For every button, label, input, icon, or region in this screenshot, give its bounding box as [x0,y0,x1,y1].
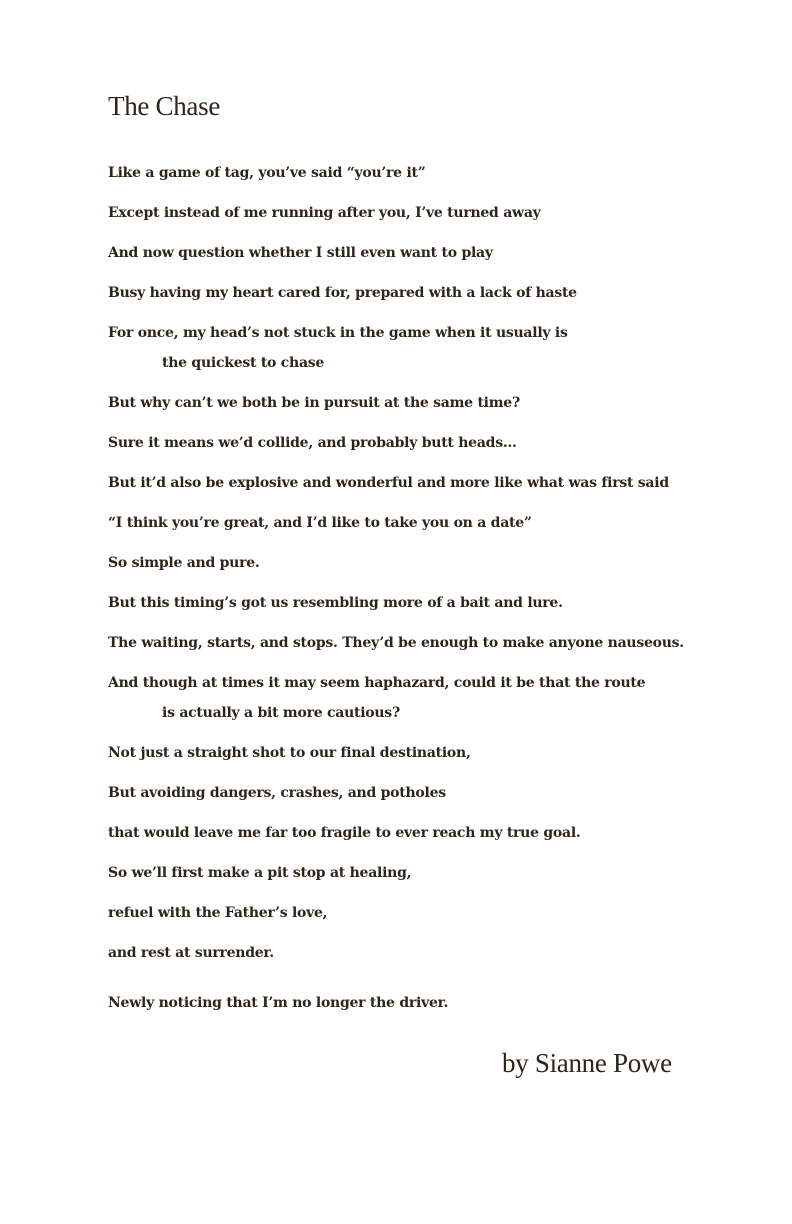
poem-line-text: refuel with the Father’s love, [108,905,328,921]
author-byline: by Sianne Powe [502,1048,672,1078]
poem-line-text: So simple and pure. [108,555,260,571]
poem-line-text: and rest at surrender. [108,945,274,961]
poem-closing-line [108,988,748,1018]
poem-line-continuation: the quickest to chase [162,355,325,371]
poem-line-text: And now question whether I still even want to play [108,245,493,261]
poem-line-text: Newly noticing that I’m no longer the driver. [108,995,449,1011]
poem-line-text: And though at times it may seem haphazard, could it be that the route [108,675,646,691]
poem-line-text: Busy having my heart cared for, prepared with a lack of haste [108,285,577,301]
poem-line-text: Not just a straight shot to our final destination, [108,745,471,761]
poem-line-text: that would leave me far too fragile to ever reach my true goal. [108,825,581,841]
poem-line [108,388,748,418]
poem-line-text: Like a game of tag, you’ve said “you’re it” [108,165,426,181]
poem-line-text: But avoiding dangers, crashes, and potholes [108,785,446,801]
poem-line-text: But it’d also be explosive and wonderful and more like what was first said [108,475,669,491]
poem-line-text: So we’ll first make a pit stop at healing, [108,865,412,881]
poem-line [108,238,748,268]
poem-line [108,668,748,728]
poem-line-text: But this timing’s got us resembling more of a bait and lure. [108,595,563,611]
poem-title: The Chase [108,91,221,121]
poem-line [108,588,748,618]
poem-line [108,738,748,768]
poem-line [108,508,748,538]
poem-line [108,278,748,308]
poem-line [108,158,748,188]
poem-line [108,428,748,458]
poem-line [108,858,748,888]
poem-line [108,898,748,928]
poem-line-continuation: is actually a bit more cautious? [162,705,400,721]
poem-line-text: The waiting, starts, and stops. They’d be enough to make anyone nauseous. [108,635,684,651]
poem-line [108,548,748,578]
poem-line-text: Sure it means we’d collide, and probably butt heads… [108,435,517,451]
poem-line [108,198,748,228]
poem-line-text: Except instead of me running after you, I’ve turned away [108,205,541,221]
poem-body [108,158,748,1028]
poem-line [108,818,748,848]
poem-line [108,628,748,658]
poem-line [108,778,748,808]
poem-line-text: But why can’t we both be in pursuit at the same time? [108,395,520,411]
poem-line-text: For once, my head’s not stuck in the game when it usually is [108,325,568,341]
poem-line [108,938,748,968]
poem-line [108,318,748,378]
poem-line [108,468,748,498]
poem-line-text: “I think you’re great, and I’d like to take you on a date” [108,515,532,531]
